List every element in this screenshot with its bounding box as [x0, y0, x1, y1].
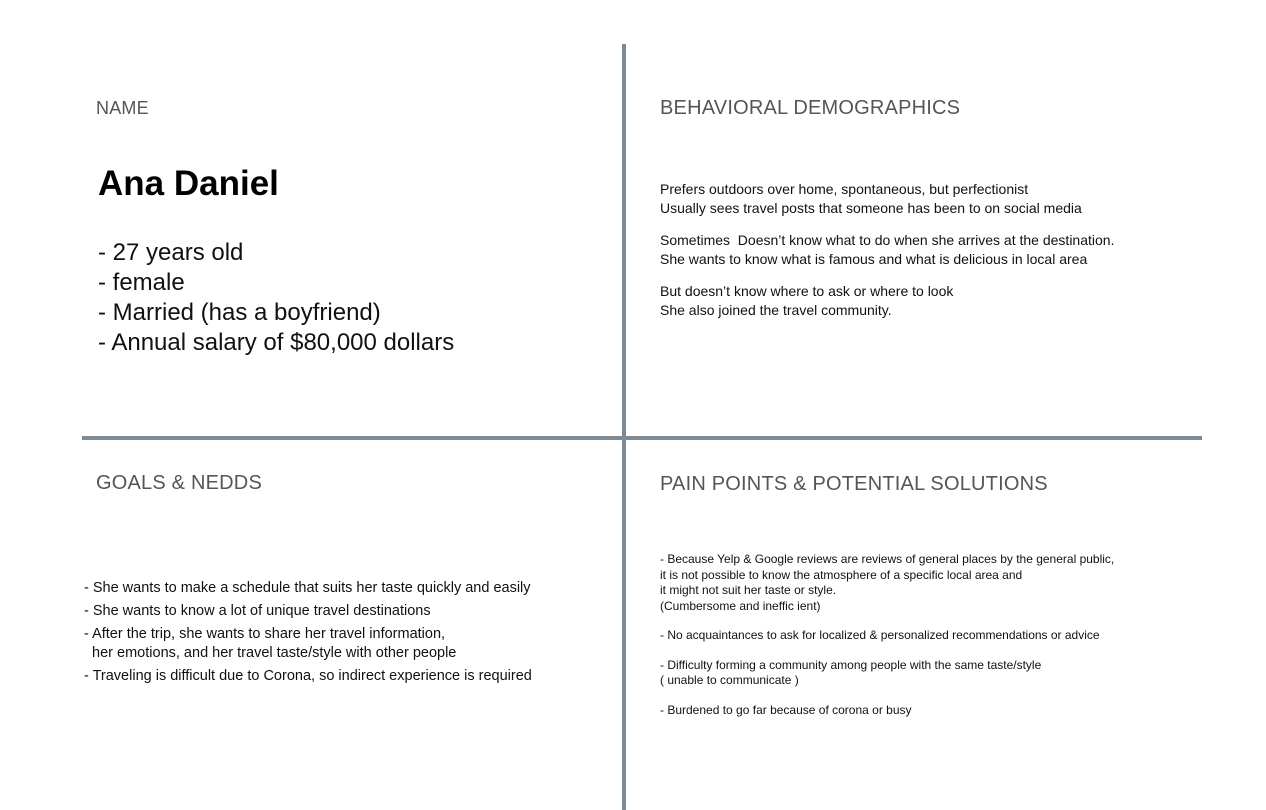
- pain-point-paragraph: - Difficulty forming a community among people with the same taste/style ( unable to communicate ): [660, 657, 1042, 687]
- fact-age: - 27 years old: [98, 239, 244, 266]
- behavioral-text: [660, 180, 1220, 333]
- behavioral-paragraph: But doesn’t know where to ask or where to look She also joined the travel community.: [660, 283, 954, 318]
- name-heading: NAME: [96, 98, 149, 118]
- behavioral-paragraph: Sometimes Doesn’t know what to do when she arrives at the destination. She wants to know what is famous and what is delicious in local area: [660, 232, 1115, 267]
- goals-list: [84, 579, 532, 690]
- persona-name: Ana Daniel: [98, 164, 279, 203]
- persona-facts-list: [98, 238, 454, 358]
- goal-item: - Traveling is difficult due to Corona, so indirect experience is required: [84, 668, 532, 684]
- behavioral-paragraph: Prefers outdoors over home, spontaneous, but perfectionist Usually sees travel posts that someone has been to on social media: [660, 181, 1082, 216]
- pain-points-heading: PAIN POINTS & POTENTIAL SOLUTIONS: [660, 473, 1048, 495]
- fact-marital-status: - Married (has a boyfriend): [98, 299, 381, 326]
- pain-point-paragraph: - No acquaintances to ask for localized & personalized recommendations or advice: [660, 628, 1100, 642]
- vertical-divider: [622, 44, 626, 810]
- behavioral-heading: BEHAVIORAL DEMOGRAPHICS: [660, 97, 961, 119]
- pain-points-text: [660, 552, 1220, 732]
- pain-point-paragraph: - Because Yelp & Google reviews are reviews of general places by the general public, it is not possible to know the atmosphere of a specific local area and it might not suit her taste or style. (Cumbersome and ineffic ient): [660, 552, 1115, 613]
- goal-item: - She wants to make a schedule that suits her taste quickly and easily: [84, 580, 531, 596]
- pain-point-paragraph: - Burdened to go far because of corona or busy: [660, 702, 912, 717]
- goals-heading: GOALS & NEDDS: [96, 472, 262, 494]
- fact-gender: - female: [98, 269, 185, 296]
- goal-item: - She wants to know a lot of unique travel destinations: [84, 603, 431, 619]
- goal-item: - After the trip, she wants to share her travel information, her emotions, and her travel taste/style with other people: [84, 626, 457, 661]
- horizontal-divider: [82, 436, 1202, 440]
- fact-salary: - Annual salary of $80,000 dollars: [98, 329, 455, 356]
